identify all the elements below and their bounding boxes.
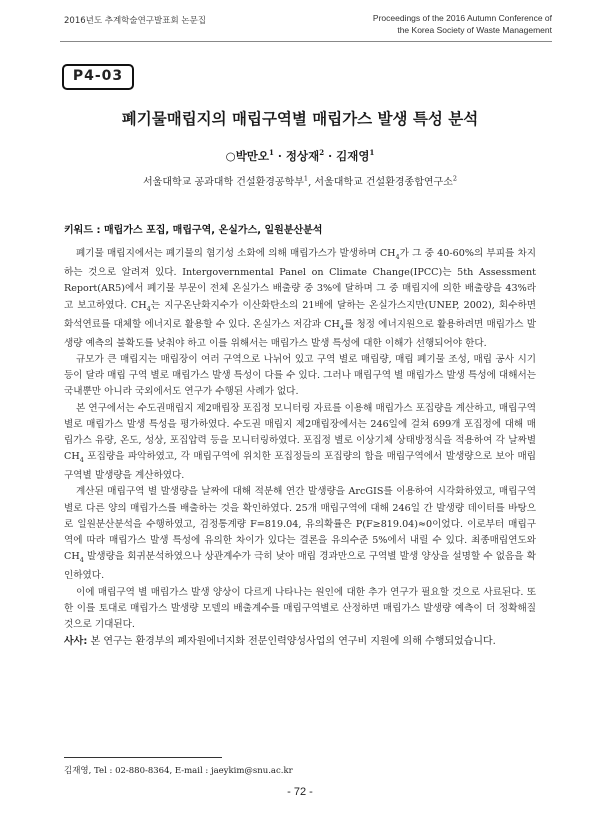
affiliation-2-sup: 2	[452, 174, 457, 183]
author-affil-sup: 1	[269, 148, 274, 158]
author-name: 김재영	[336, 149, 370, 163]
subscript: 4	[395, 252, 400, 261]
paragraph-text: 계산된 매립구역 별 발생량을 날짜에 대해 적분해 연간 발생량을 ArcGIS를 이용하여 시각화하였고, 매립구역 별로 다른 양의 매립가스를 배출하는 것을 확인하였다. 25개 매립구역에 대해 246일 간 발생량 데이터를 바탕으로 일원분산분석을 수행하였고, 검정통계량 F=819.04, 유의확률은 P(F≥819.04)≈0이었다. 이로부터 매립구역에 따라 매립가스 발생 특성에 유의한 차이가 있다는 결론을 유의수준 5%에서 내릴 수 있다. 최종매립연도와 CH	[64, 486, 536, 563]
paragraph	[64, 484, 536, 584]
author-separator: ·	[273, 149, 286, 163]
acknowledgement	[64, 632, 536, 647]
running-header-right	[373, 12, 552, 36]
affiliation-1: 서울대학교 공과대학 건설환경공학부	[143, 177, 304, 188]
author-list	[0, 148, 600, 164]
paragraph-text: 포집량을 파악하였고, 각 매립구역에 위치한 포집정들의 포집량의 합을 매립구역에서 발생량으로 보아 매립구역별 발생량을 계산하였다.	[64, 451, 536, 482]
keywords-line: 키워드 : 매립가스 포집, 매립구역, 온실가스, 일원분산분석	[64, 225, 323, 236]
running-header-left: 2016년도 추계학술연구발표회 논문집	[64, 16, 206, 26]
paragraph-text: 는 지구온난화지수가 이산화탄소의 21배에 달하는 온실가스지만(UNEP, 2002), 회수하면 화석연료를 대체할 에너지로 활용할 수 있다. 온실가스 저감과 CH	[64, 299, 537, 330]
footnote-divider	[64, 757, 222, 758]
paper-title: 폐기물매립지의 매립구역별 매립가스 발생 특성 분석	[121, 110, 479, 128]
paragraph	[64, 246, 536, 352]
subscript: 4	[79, 456, 84, 465]
paragraph: 규모가 큰 매립지는 매립장이 여러 구역으로 나뉘어 있고 구역 별로 매립량, 매립 폐기물 조성, 매립 공사 시기 등이 달라 매립 구역 별로 매립가스 발생 특성이 다를 수 있다. 그러나 매립구역 별 매립가스 발생 특성에 대해서는 국내뿐만 아니라 국외에서도 연구가 수행된 사례가 없다.	[64, 353, 536, 398]
header-divider	[60, 41, 552, 42]
paragraph-text: 폐기물 매립지에서는 폐기물의 혐기성 소화에 의해 매립가스가 발생하며 CH	[76, 248, 396, 259]
affiliation-1-sup: 1	[303, 174, 309, 183]
affiliations: 서울대학교 공과대학 건설환경공학부$^1$, 서울대학교 건설환경종합연구소$^2$	[143, 174, 457, 188]
paragraph-text: 발생량을 회귀분석하였으나 상관계수가 극히 낮아 매립 경과만으로 구역별 발생 양상을 설명할 수 없음을 확인하였다.	[64, 551, 536, 582]
subscript: 4	[79, 556, 84, 565]
acknowledgement-label: 사사:	[64, 636, 88, 647]
subscript: 4	[339, 323, 345, 332]
paragraph-text: 를 청정 에너지원으로 활용하려면 매립가스 발생량 예측의 불확도를 낮춰야 하고 이를 위해서는 매립가스 발생 특성에 대한 이해가 선행되어야 한다.	[64, 318, 536, 349]
paragraph-text: 본 연구에서는 수도권매립지 제2매립장 포집정 모니터링 자료를 이용해 매립가스 포집량을 계산하고, 매립구역 별로 매립가스 발생 특성을 평가하였다. 수도권 매립지 제2매립장에서는 246일에 걸쳐 699개 포집정에 대해 매립가스 유량, 온도, 성상, 포집압력 등을 모니터링하였다. 포집정 별로 이상기체 상태방정식을 적용하여 각 날짜별 CH	[64, 402, 536, 463]
corresponding-author-footnote: 김재영, Tel : 02-880-8364, E-mail : jaeykim@snu.ac.kr	[64, 766, 293, 776]
abstract-body	[64, 246, 536, 633]
paragraph	[64, 401, 536, 485]
page-number: - 72 -	[287, 786, 313, 798]
acknowledgement-text: 본 연구는 환경부의 폐자원에너지화 전문인력양성사업의 연구비 지원에 의해 수행되었습니다.	[87, 636, 496, 647]
presenter-marker: ○	[225, 149, 236, 163]
author-name: 정상재	[285, 149, 320, 163]
subscript: 4	[146, 304, 151, 313]
author-affil-sup: 2	[319, 148, 325, 158]
session-code-badge: P4-03	[62, 64, 134, 90]
header-right-line-1: Proceedings of the 2016 Autumn Conference of	[372, 13, 552, 23]
paragraph: 이에 매립구역 별 매립가스 발생 양상이 다르게 나타나는 원인에 대한 추가 연구가 필요할 것으로 사료된다. 또한 이를 토대로 매립가스 발생량 모델의 배출계수를 매립구역별로 산정하면 매립가스 발생량 예측이 더 정확해질 것으로 기대된다.	[64, 586, 536, 630]
author-affil-sup: 1	[369, 148, 375, 158]
affiliation-2: 서울대학교 건설환경종합연구소	[314, 177, 453, 188]
author-separator: ·	[324, 149, 337, 163]
header-right-line-2: the Korea Society of Waste Management	[397, 25, 552, 35]
author-name: 박만오	[235, 149, 270, 163]
paragraph-text: 가 그 중 40-60%의 부피를 차지하는 것으로 알려져 있다. Intergovernmental Panel on Climate Change(IPCC)는 5th Assessment Report(AR5)에서 폐기물 부문이 전체 온실가스 배출량 중 3%에 달하며 그 중 매립지에 의한 배출량을 43%라고 보고하였다. CH	[64, 248, 536, 311]
